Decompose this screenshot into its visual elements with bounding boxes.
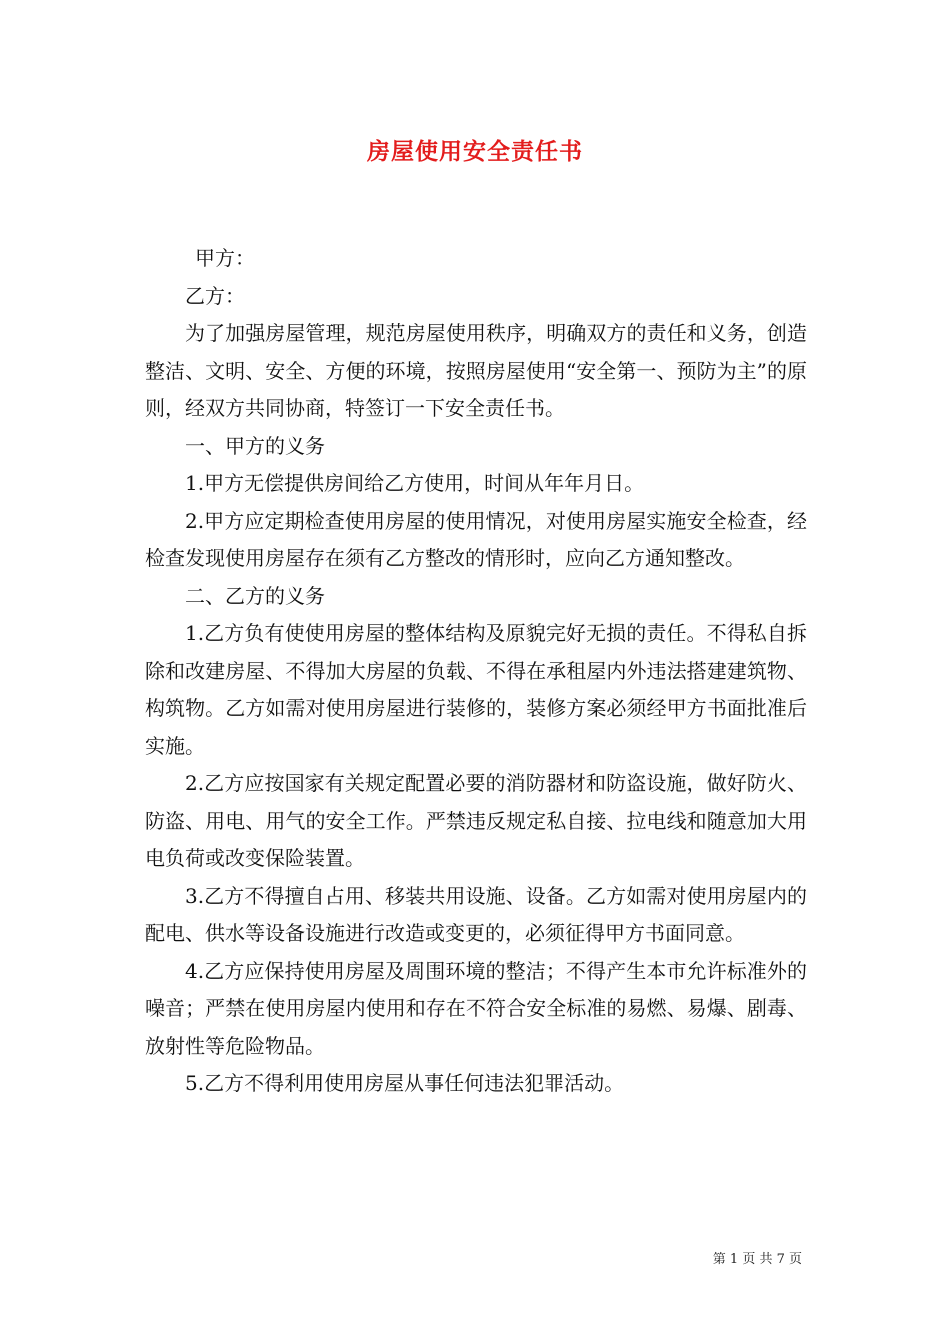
party-b-clause-4: 4.乙方应保持使用房屋及周围环境的整洁；不得产生本市允许标准外的噪音；严禁在使用房屋内使用和存在不符合安全标准的易燃、易爆、剧毒、放射性等危险物品。	[145, 958, 807, 1058]
party-b-line: 乙方：	[185, 283, 245, 308]
section-heading-party-b: 二、乙方的义务	[185, 583, 325, 608]
party-a-clause-2: 2.甲方应定期检查使用房屋的使用情况，对使用房屋实施安全检查，经检查发现使用房屋存在须有乙方整改的情形时，应向乙方通知整改。	[145, 508, 807, 570]
document-title: 房屋使用安全责任书	[367, 138, 583, 165]
intro-paragraph: 为了加强房屋管理，规范房屋使用秩序，明确双方的责任和义务，创造整洁、文明、安全、方便的环境，按照房屋使用“安全第一、预防为主”的原则，经双方共同协商，特签订一下安全责任书。	[145, 321, 807, 420]
section-heading-party-a: 一、甲方的义务	[185, 433, 325, 458]
party-b-clause-3: 3.乙方不得擅自占用、移装共用设施、设备。乙方如需对使用房屋内的配电、供水等设备设施进行改造或变更的，必须征得甲方书面同意。	[145, 883, 807, 945]
page-number: 第 1 页 共 7 页	[712, 1252, 802, 1267]
party-b-clause-5: 5.乙方不得利用使用房屋从事任何违法犯罪活动。	[185, 1071, 625, 1095]
document-body	[145, 240, 807, 1103]
party-a-line: 甲方：	[195, 246, 255, 270]
party-a-clause-1: 1.甲方无偿提供房间给乙方使用，时间从年年月日。	[185, 471, 645, 495]
party-b-clause-2: 2.乙方应按国家有关规定配置必要的消防器材和防盗设施，做好防火、防盗、用电、用气的安全工作。严禁违反规定私自接、拉电线和随意加大用电负荷或改变保险装置。	[145, 771, 807, 870]
party-b-clause-1: 1.乙方负有使使用房屋的整体结构及原貌完好无损的责任。不得私自拆除和改建房屋、不得加大房屋的负载、不得在承租屋内外违法搭建建筑物、构筑物。乙方如需对使用房屋进行装修的，装修方案必须经甲方书面批准后实施。	[145, 621, 807, 758]
